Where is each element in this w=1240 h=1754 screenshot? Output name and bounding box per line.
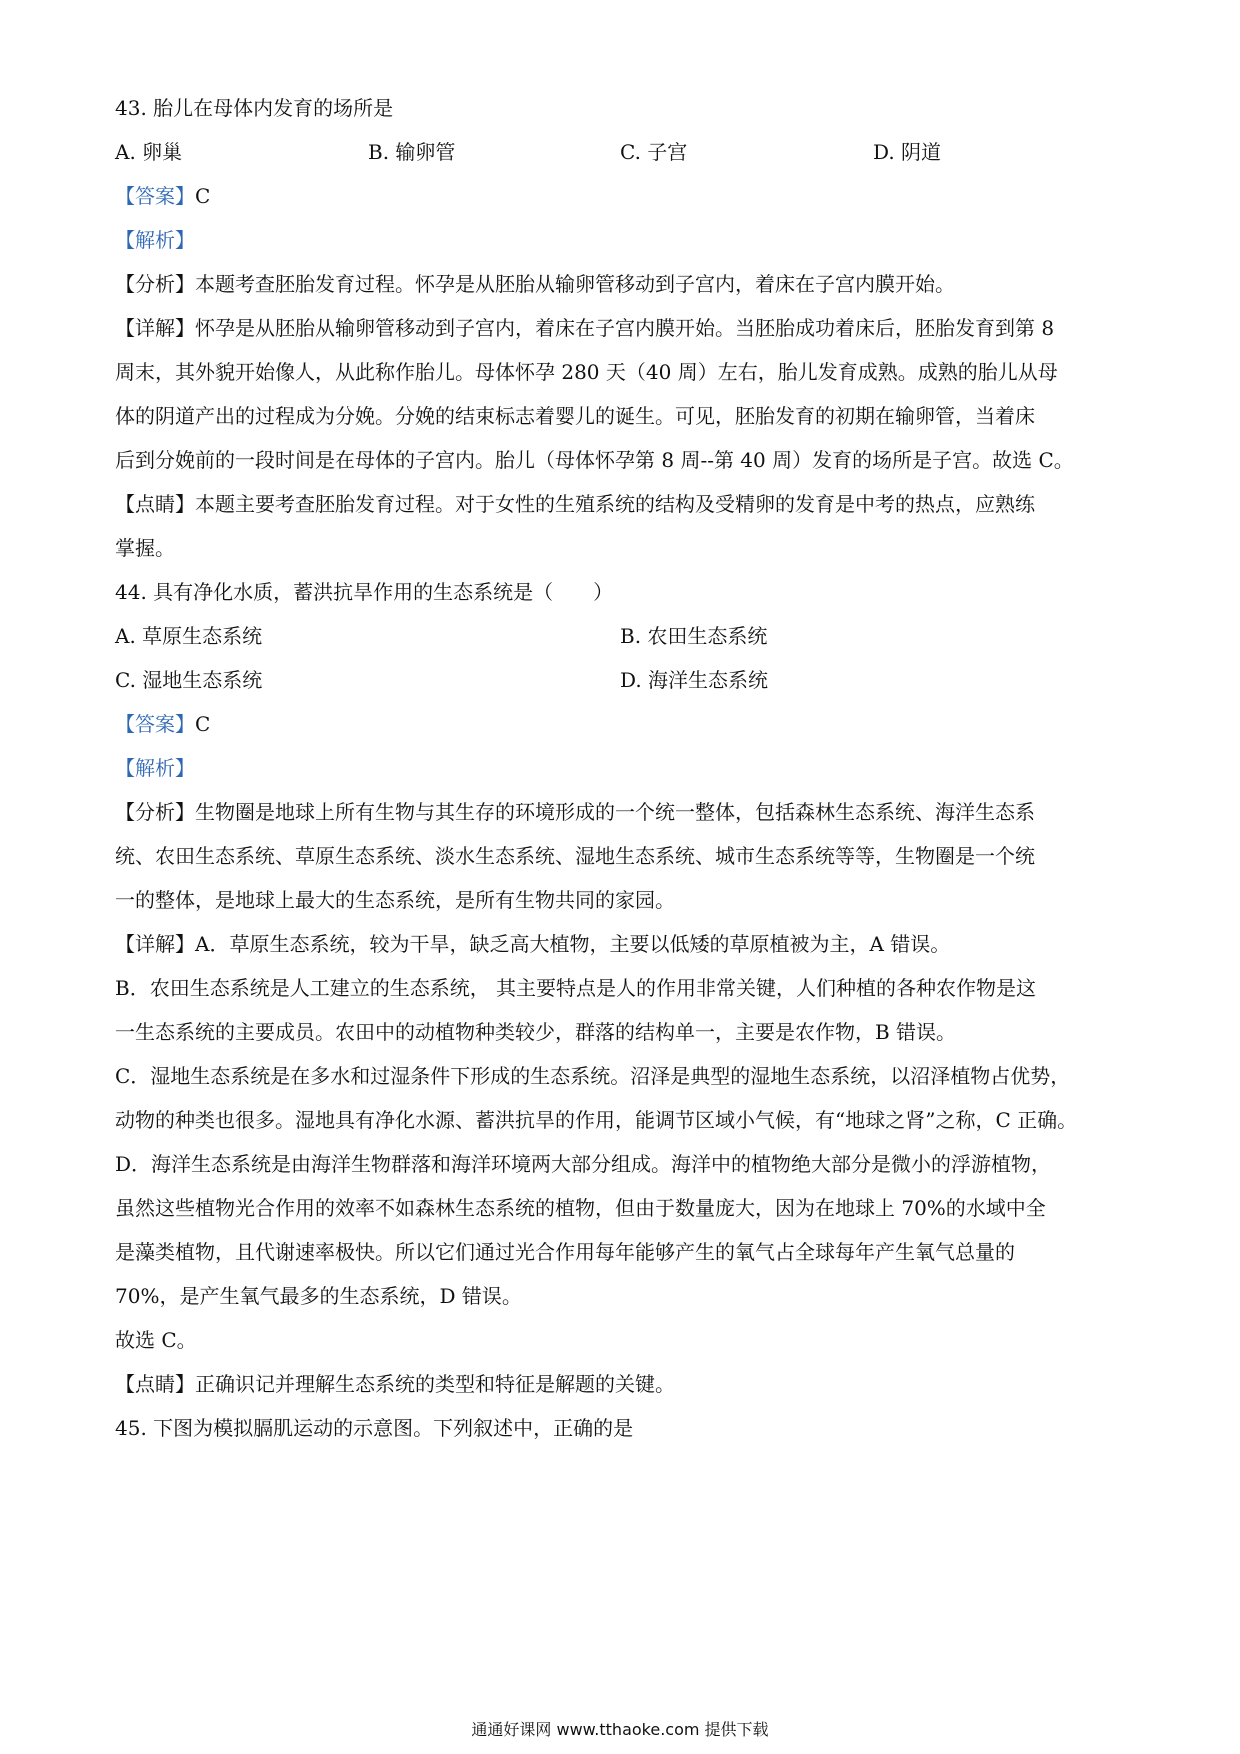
- q43-jiexi-label: 【解析】: [115, 228, 195, 252]
- q43-detail-line: 体的阴道产出的过程成为分娩。分娩的结束标志着婴儿的诞生。可见，胚胎发育的初期在输卵管，当着床: [115, 404, 1035, 428]
- question-43: 43. 胎儿在母体内发育的场所是: [115, 96, 394, 120]
- q44-jiexi-label: 【解析】: [115, 756, 195, 780]
- q44-detail-line: 是藻类植物，且代谢速率极快。所以它们通过光合作用每年能够产生的氧气占全球每年产生氧气总量的: [115, 1240, 1015, 1264]
- answer-label: 【答案】: [115, 712, 195, 736]
- q44-option-b: B. 农田生态系统: [620, 624, 768, 648]
- q43-answer: [115, 182, 1130, 210]
- q44-detail-line: D．海洋生态系统是由海洋生物群落和海洋环境两大部分组成。海洋中的植物绝大部分是微小的浮游植物，: [115, 1152, 1052, 1176]
- q43-detail-line: 周末，其外貌开始像人，从此称作胎儿。母体怀孕 280 天（40 周）左右，胎儿发育成熟。成熟的胎儿从母: [115, 360, 1058, 384]
- answer-value: C: [195, 712, 211, 736]
- q44-detail-line: 虽然这些植物光合作用的效率不如森林生态系统的植物，但由于数量庞大，因为在地球上 70%的水域中全: [115, 1196, 1046, 1220]
- q43-detail-line: 后到分娩前的一段时间是在母体的子宫内。胎儿（母体怀孕第 8 周--第 40 周）发育的场所是子宫。故选 C。: [115, 448, 1074, 472]
- answer-label: 【答案】: [115, 184, 195, 208]
- q44-option-d: D. 海洋生态系统: [620, 668, 769, 692]
- question-45: 45. 下图为模拟膈肌运动的示意图。下列叙述中，正确的是: [115, 1416, 634, 1440]
- q44-detail-line: 故选 C。: [115, 1328, 197, 1352]
- q44-detail-line: B．农田生态系统是人工建立的生态系统， 其主要特点是人的作用非常关键，人们种植的各种农作物是这: [115, 976, 1037, 1000]
- q43-detail-line: 【详解】怀孕是从胚胎从输卵管移动到子宫内，着床在子宫内膜开始。当胚胎成功着床后，胚胎发育到第 8: [115, 316, 1055, 340]
- q44-detail-line: 一生态系统的主要成员。农田中的动植物种类较少，群落的结构单一，主要是农作物，B 错误。: [115, 1020, 957, 1044]
- q43-comment-line: 【点睛】本题主要考查胚胎发育过程。对于女性的生殖系统的结构及受精卵的发育是中考的热点，应熟练: [115, 492, 1035, 516]
- q44-option-c: C. 湿地生态系统: [115, 668, 263, 692]
- q43-option-c: C. 子宫: [620, 140, 688, 164]
- q44-detail-line: 动物的种类也很多。湿地具有净化水源、蓄洪抗旱的作用，能调节区域小气候，有“地球之肾”之称，C 正确。: [115, 1108, 1078, 1132]
- q44-analysis-line: 一的整体，是地球上最大的生态系统，是所有生物共同的家园。: [115, 888, 675, 912]
- q43-option-a: A. 卵巢: [115, 140, 183, 164]
- q43-option-d: D. 阴道: [873, 140, 942, 164]
- q44-detail-line: C．湿地生态系统是在多水和过湿条件下形成的生态系统。沼泽是典型的湿地生态系统，以沼泽植物占优势，: [115, 1064, 1071, 1088]
- question-44: 44. 具有净化水质，蓄洪抗旱作用的生态系统是（ ）: [115, 580, 614, 604]
- q44-detail-line: 【详解】A．草原生态系统，较为干旱，缺乏高大植物，主要以低矮的草原植被为主，A 错误。: [115, 932, 951, 956]
- answer-value: C: [195, 184, 211, 208]
- q43-analysis: 【分析】本题考查胚胎发育过程。怀孕是从胚胎从输卵管移动到子宫内，着床在子宫内膜开始。: [115, 272, 955, 296]
- q44-detail-line: 70%，是产生氧气最多的生态系统，D 错误。: [115, 1284, 522, 1308]
- q44-option-a: A. 草原生态系统: [115, 624, 263, 648]
- q43-option-b: B. 输卵管: [368, 140, 456, 164]
- q44-answer: [115, 710, 1130, 738]
- q44-analysis-line: 【分析】生物圈是地球上所有生物与其生存的环境形成的一个统一整体，包括森林生态系统、海洋生态系: [115, 800, 1035, 824]
- q43-comment-line: 掌握。: [115, 536, 175, 560]
- q44-comment: 【点睛】正确识记并理解生态系统的类型和特征是解题的关键。: [115, 1372, 675, 1396]
- page-footer: 通通好课网 www.tthaoke.com 提供下载: [471, 1720, 769, 1739]
- q44-analysis-line: 统、农田生态系统、草原生态系统、淡水生态系统、湿地生态系统、城市生态系统等等，生物圈是一个统: [115, 844, 1035, 868]
